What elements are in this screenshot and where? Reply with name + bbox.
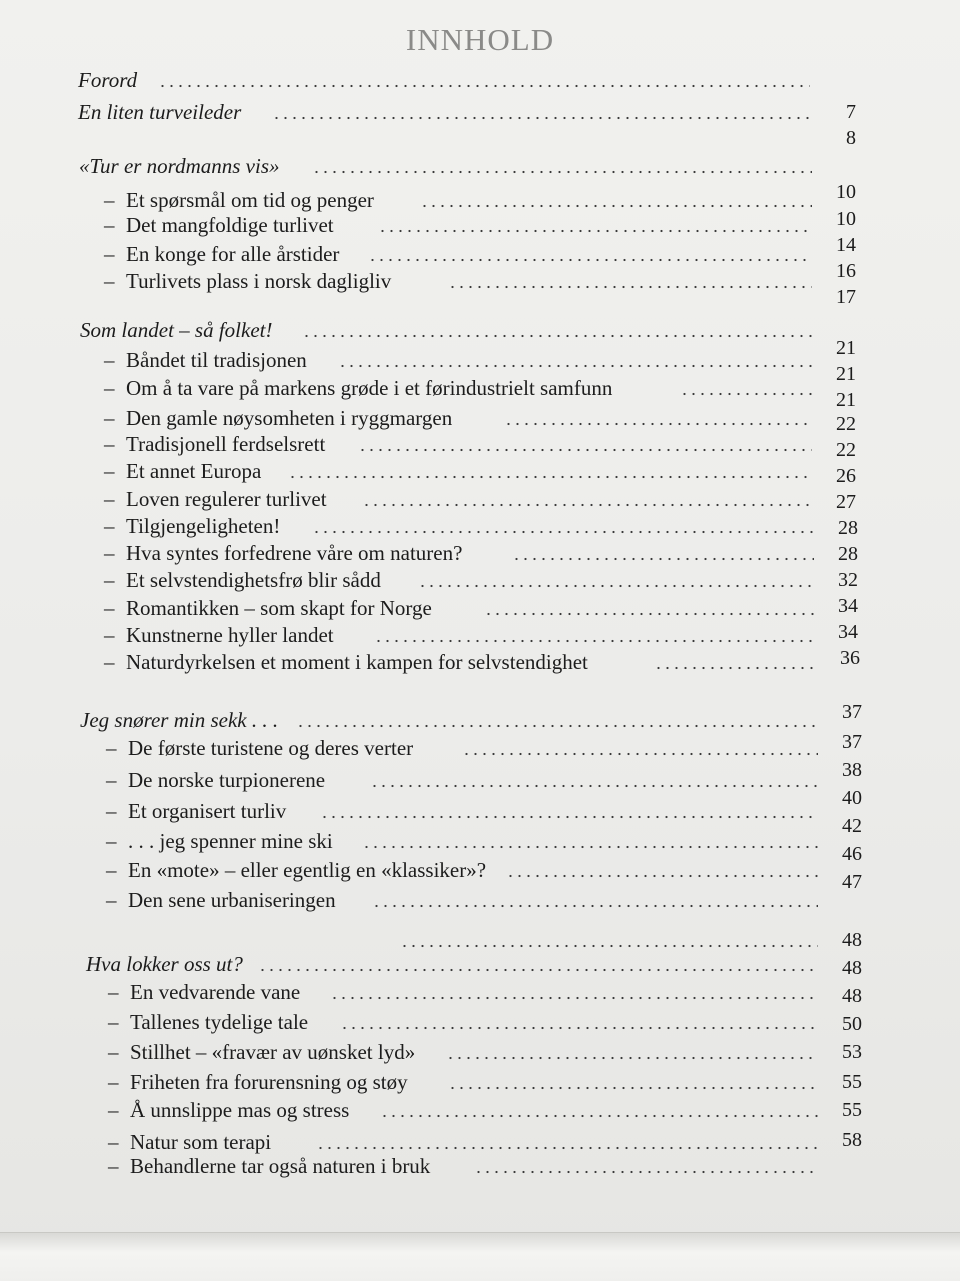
page-number: 32 xyxy=(838,569,858,591)
dash-glyph: – xyxy=(108,1098,119,1122)
subsection-title xyxy=(108,978,300,1006)
dash-glyph: – xyxy=(104,269,115,293)
subsection-title xyxy=(108,1068,408,1096)
leader-dots xyxy=(358,448,812,452)
page-number: 17 xyxy=(836,286,856,308)
entry-label: Friheten fra forurensning og støy xyxy=(130,1070,408,1094)
entry-label: Om å ta vare på markens grøde i et førindustrielt samfunn xyxy=(126,376,613,400)
page-edge xyxy=(0,1232,960,1281)
entry-label: En vedvarende vane xyxy=(130,980,301,1004)
entry-label: Et annet Europa xyxy=(126,459,262,483)
dash-glyph: – xyxy=(104,188,115,212)
dash-glyph: – xyxy=(106,736,117,760)
leader-dots xyxy=(330,996,818,1000)
subsection-title xyxy=(108,1038,415,1066)
dash-glyph: – xyxy=(106,768,117,792)
leader-dots xyxy=(258,968,818,972)
page-number: 28 xyxy=(838,543,858,565)
dash-glyph: – xyxy=(108,1070,119,1094)
page-number: 21 xyxy=(836,389,856,411)
leader-dots xyxy=(446,1056,818,1060)
dash-glyph: – xyxy=(104,348,115,372)
subsection-title xyxy=(104,211,334,239)
subsection-title xyxy=(108,1096,349,1124)
subsection-title xyxy=(106,766,325,794)
entry-label: Det mangfoldige turlivet xyxy=(126,213,334,237)
leader-dots xyxy=(302,334,812,338)
dash-glyph: – xyxy=(104,432,115,456)
page-number: 37 xyxy=(842,701,862,723)
subsection-title xyxy=(104,621,334,649)
leader-dots xyxy=(680,392,812,396)
subsection-title xyxy=(104,594,432,622)
entry-label: Stillhet – «fravær av uønsket lyd» xyxy=(130,1040,416,1064)
subsection-title xyxy=(106,856,486,884)
entry-label: Romantikken – som skapt for Norge xyxy=(126,596,432,620)
entry-label: De første turistene og deres verter xyxy=(128,736,414,760)
subsection-title xyxy=(106,734,413,762)
dash-glyph: – xyxy=(108,1154,119,1178)
page-title: INNHOLD xyxy=(405,22,555,57)
subsection-title xyxy=(104,267,391,295)
leader-dots xyxy=(320,815,818,819)
leader-dots xyxy=(380,1114,818,1118)
entry-label: De norske turpionerene xyxy=(128,768,326,792)
dash-glyph: – xyxy=(104,650,115,674)
entry-label: Som landet – så folket! xyxy=(80,318,273,342)
page-number: 36 xyxy=(840,647,860,669)
leader-dots xyxy=(288,475,812,479)
dash-glyph: – xyxy=(104,514,115,538)
section-title xyxy=(79,152,280,180)
entry-label: Den gamle nøysomheten i ryggmargen xyxy=(126,406,453,430)
leader-dots xyxy=(462,752,818,756)
dash-glyph: – xyxy=(106,888,117,912)
entry-label: Hva lokker oss ut? xyxy=(86,952,243,976)
entry-label: Jeg snører min sekk . . . xyxy=(80,708,279,732)
dash-glyph: – xyxy=(108,1130,119,1154)
leader-dots xyxy=(316,1146,818,1150)
entry-label: Et organisert turliv xyxy=(128,799,287,823)
dash-glyph: – xyxy=(104,568,115,592)
page-number: 34 xyxy=(838,621,858,643)
page-number: 28 xyxy=(838,517,858,539)
subsection-title xyxy=(106,797,286,825)
dash-glyph: – xyxy=(106,858,117,882)
entry-label: Kunstnerne hyller landet xyxy=(126,623,334,647)
entry-label: Forord xyxy=(78,68,138,92)
page-number: 40 xyxy=(842,787,862,809)
page-number: 21 xyxy=(836,363,856,385)
page-number: 37 xyxy=(842,731,862,753)
entry-label: Turlivets plass i norsk dagligliv xyxy=(126,269,392,293)
subsection-title xyxy=(104,512,280,540)
entry-label: Et selvstendighetsfrø blir sådd xyxy=(126,568,381,592)
entry-label: Et spørsmål om tid og penger xyxy=(126,188,374,212)
entry-label: Tallenes tydelige tale xyxy=(130,1010,309,1034)
leader-dots xyxy=(372,904,818,908)
dash-glyph: – xyxy=(104,487,115,511)
entry-label: Loven regulerer turlivet xyxy=(126,487,327,511)
leader-dots xyxy=(368,258,812,262)
entry-label: Behandlerne tar også naturen i bruk xyxy=(130,1154,431,1178)
dash-glyph: – xyxy=(104,541,115,565)
subsection-title xyxy=(104,186,374,214)
page-number: 22 xyxy=(836,413,856,435)
page-number: 53 xyxy=(842,1041,862,1063)
leader-dots xyxy=(418,584,814,588)
page-number: 14 xyxy=(836,234,856,256)
dash-glyph: – xyxy=(108,1010,119,1034)
leader-dots xyxy=(378,229,812,233)
subsection-title xyxy=(104,648,588,676)
dash-glyph: – xyxy=(104,242,115,266)
entry-label: En konge for alle årstider xyxy=(126,242,340,266)
entry-label: «Tur er nordmanns vis» xyxy=(79,154,280,178)
entry-label: . . . jeg spenner mine ski xyxy=(128,829,333,853)
leader-dots xyxy=(512,557,814,561)
leader-dots xyxy=(504,422,812,426)
subsection-title xyxy=(104,430,325,458)
page-number: 38 xyxy=(842,759,862,781)
leader-dots xyxy=(296,724,818,728)
entry-label: Den sene urbaniseringen xyxy=(128,888,336,912)
dash-glyph: – xyxy=(104,459,115,483)
entry-label: Å unnslippe mas og stress xyxy=(130,1098,350,1122)
page-number: 55 xyxy=(842,1071,862,1093)
entry-label: Hva syntes forfedrene våre om naturen? xyxy=(126,541,463,565)
subsection-title xyxy=(104,346,307,374)
page-number: 26 xyxy=(836,465,856,487)
dash-glyph: – xyxy=(104,623,115,647)
subsection-title xyxy=(104,457,261,485)
page-number: 42 xyxy=(842,815,862,837)
entry-label: Båndet til tradisjonen xyxy=(126,348,307,372)
page-number: 7 xyxy=(846,101,856,123)
page-number: 46 xyxy=(842,843,862,865)
page-number: 21 xyxy=(836,337,856,359)
page-number: 48 xyxy=(842,957,862,979)
leader-dots xyxy=(338,364,812,368)
entry-label: En «mote» – eller egentlig en «klassiker»? xyxy=(128,858,487,882)
dash-glyph: – xyxy=(104,406,115,430)
subsection-title xyxy=(108,1152,430,1180)
leader-dots xyxy=(448,285,812,289)
dash-glyph: – xyxy=(108,980,119,1004)
subsection-title xyxy=(104,566,381,594)
page-number: 58 xyxy=(842,1129,862,1151)
leader-dots xyxy=(312,170,812,174)
leader-dots xyxy=(362,845,818,849)
leader-dots xyxy=(474,1170,818,1174)
entry-label: Natur som terapi xyxy=(130,1130,272,1154)
page-number: 34 xyxy=(838,595,858,617)
page-number: 10 xyxy=(836,208,856,230)
page-number: 16 xyxy=(836,260,856,282)
page-number: 8 xyxy=(846,127,856,149)
leader-dots xyxy=(370,784,818,788)
subsection-title xyxy=(104,240,339,268)
leader-dots xyxy=(340,1026,818,1030)
subsection-title xyxy=(104,404,452,432)
leader-dots xyxy=(484,612,814,616)
page-number: 27 xyxy=(836,491,856,513)
leader-dots xyxy=(272,116,812,120)
dash-glyph: – xyxy=(108,1040,119,1064)
section-title xyxy=(78,98,241,126)
entry-label: En liten turveileder xyxy=(78,100,242,124)
dash-glyph: – xyxy=(106,829,117,853)
leader-dots xyxy=(158,84,810,88)
section-title xyxy=(86,950,243,978)
dash-glyph: – xyxy=(104,376,115,400)
page-number: 48 xyxy=(842,929,862,951)
dash-glyph: – xyxy=(104,213,115,237)
page-number: 50 xyxy=(842,1013,862,1035)
subsection-title xyxy=(108,1008,308,1036)
leader-dots xyxy=(374,639,816,643)
dash-glyph: – xyxy=(104,596,115,620)
page-number: 48 xyxy=(842,985,862,1007)
page-number: 22 xyxy=(836,439,856,461)
section-title xyxy=(80,706,278,734)
entry-label: Tradisjonell ferdselsrett xyxy=(126,432,326,456)
leader-dots xyxy=(506,874,818,878)
section-title xyxy=(78,66,137,94)
page-number: 55 xyxy=(842,1099,862,1121)
leader-dots xyxy=(448,1086,818,1090)
leader-dots xyxy=(400,944,818,948)
page-number: 47 xyxy=(842,871,862,893)
subsection-title xyxy=(106,886,336,914)
subsection-title xyxy=(104,485,327,513)
leader-dots xyxy=(654,666,816,670)
dash-glyph: – xyxy=(106,799,117,823)
subsection-title xyxy=(106,827,333,855)
leader-dots xyxy=(312,530,814,534)
leader-dots xyxy=(362,503,812,507)
leader-dots xyxy=(420,204,812,208)
section-title xyxy=(80,316,272,344)
entry-label: Naturdyrkelsen et moment i kampen for selvstendighet xyxy=(126,650,588,674)
page-number: 10 xyxy=(836,181,856,203)
subsection-title xyxy=(104,374,612,402)
entry-label: Tilgjengeligheten! xyxy=(126,514,281,538)
subsection-title xyxy=(104,539,462,567)
